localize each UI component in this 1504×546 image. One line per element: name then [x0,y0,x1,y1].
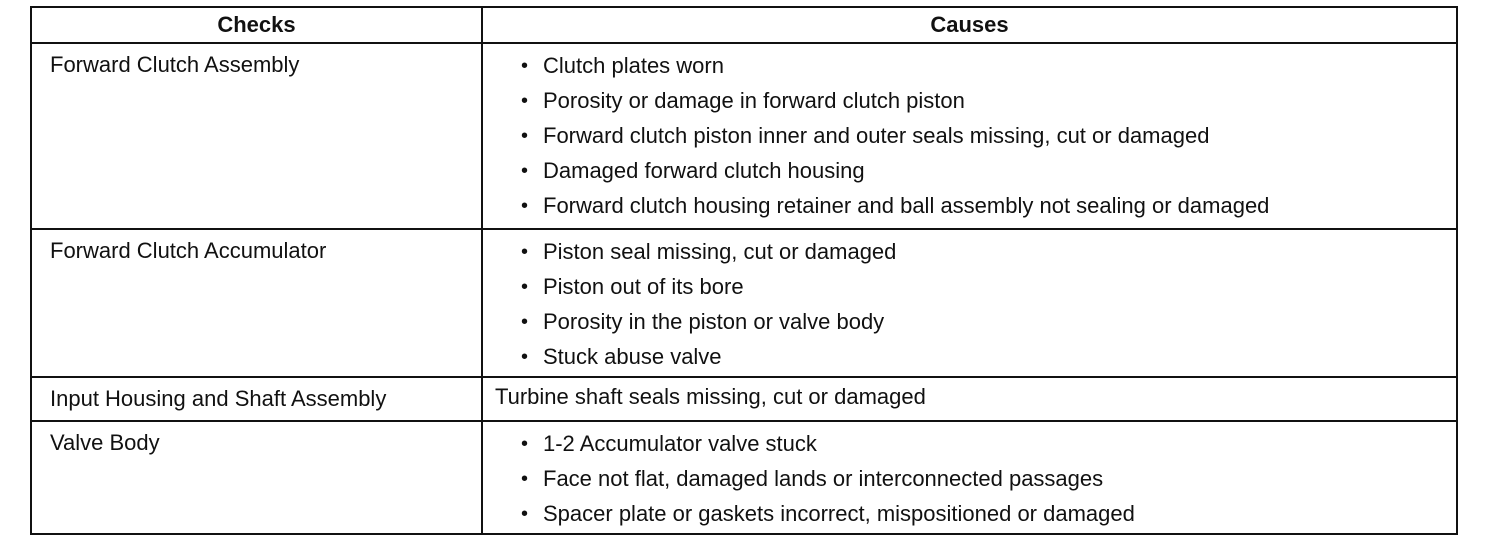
cause-text: Clutch plates worn [543,53,724,78]
check-cell: Forward Clutch Accumulator [31,229,482,377]
cause-text: Porosity in the piston or valve body [543,309,885,334]
bullet-icon: • [521,160,529,182]
table-header-row [31,7,1457,43]
cause-text: Face not flat, damaged lands or interconnected passages [543,466,1104,491]
causes-cell [482,43,1457,229]
check-cell: Valve Body [31,421,482,534]
cause-text: Stuck abuse valve [543,344,722,369]
bullet-icon: • [521,125,529,147]
list-item [483,120,1456,155]
list-item [483,498,1456,533]
bullet-icon: • [521,195,529,217]
list-item [483,341,1456,376]
header-causes: Causes [482,7,1457,43]
cause-text: Porosity or damage in forward clutch piston [543,88,965,113]
cause-text: 1-2 Accumulator valve stuck [543,431,817,456]
check-cell: Input Housing and Shaft Assembly [31,377,482,421]
bullet-icon: • [521,503,529,525]
list-item [483,306,1456,341]
bullet-icon: • [521,311,529,333]
cause-text: Turbine shaft seals missing, cut or damaged [482,377,1457,421]
cause-text: Forward clutch housing retainer and ball assembly not sealing or damaged [543,193,1270,218]
diagnosis-table [30,6,1458,535]
table-row [31,43,1457,229]
check-cell: Forward Clutch Assembly [31,43,482,229]
list-item [483,428,1456,463]
causes-cell [482,421,1457,534]
header-checks: Checks [31,7,482,43]
bullet-icon: • [521,241,529,263]
bullet-icon: • [521,433,529,455]
cause-text: Piston seal missing, cut or damaged [543,239,897,264]
table-row [31,229,1457,377]
list-item [483,271,1456,306]
causes-cell [482,229,1457,377]
bullet-icon: • [521,90,529,112]
list-item [483,463,1456,498]
list-item [483,155,1456,190]
table-row [31,421,1457,534]
bullet-icon: • [521,346,529,368]
table-row [31,377,1457,421]
bullet-icon: • [521,468,529,490]
cause-text: Damaged forward clutch housing [543,158,865,183]
cause-text: Piston out of its bore [543,274,744,299]
causes-list [483,50,1456,225]
causes-list [483,428,1456,533]
list-item [483,50,1456,85]
list-item [483,85,1456,120]
cause-text: Spacer plate or gaskets incorrect, mispositioned or damaged [543,501,1135,526]
list-item [483,236,1456,271]
list-item [483,190,1456,225]
bullet-icon: • [521,276,529,298]
bullet-icon: • [521,55,529,77]
causes-list [483,236,1456,376]
cause-text: Forward clutch piston inner and outer seals missing, cut or damaged [543,123,1210,148]
